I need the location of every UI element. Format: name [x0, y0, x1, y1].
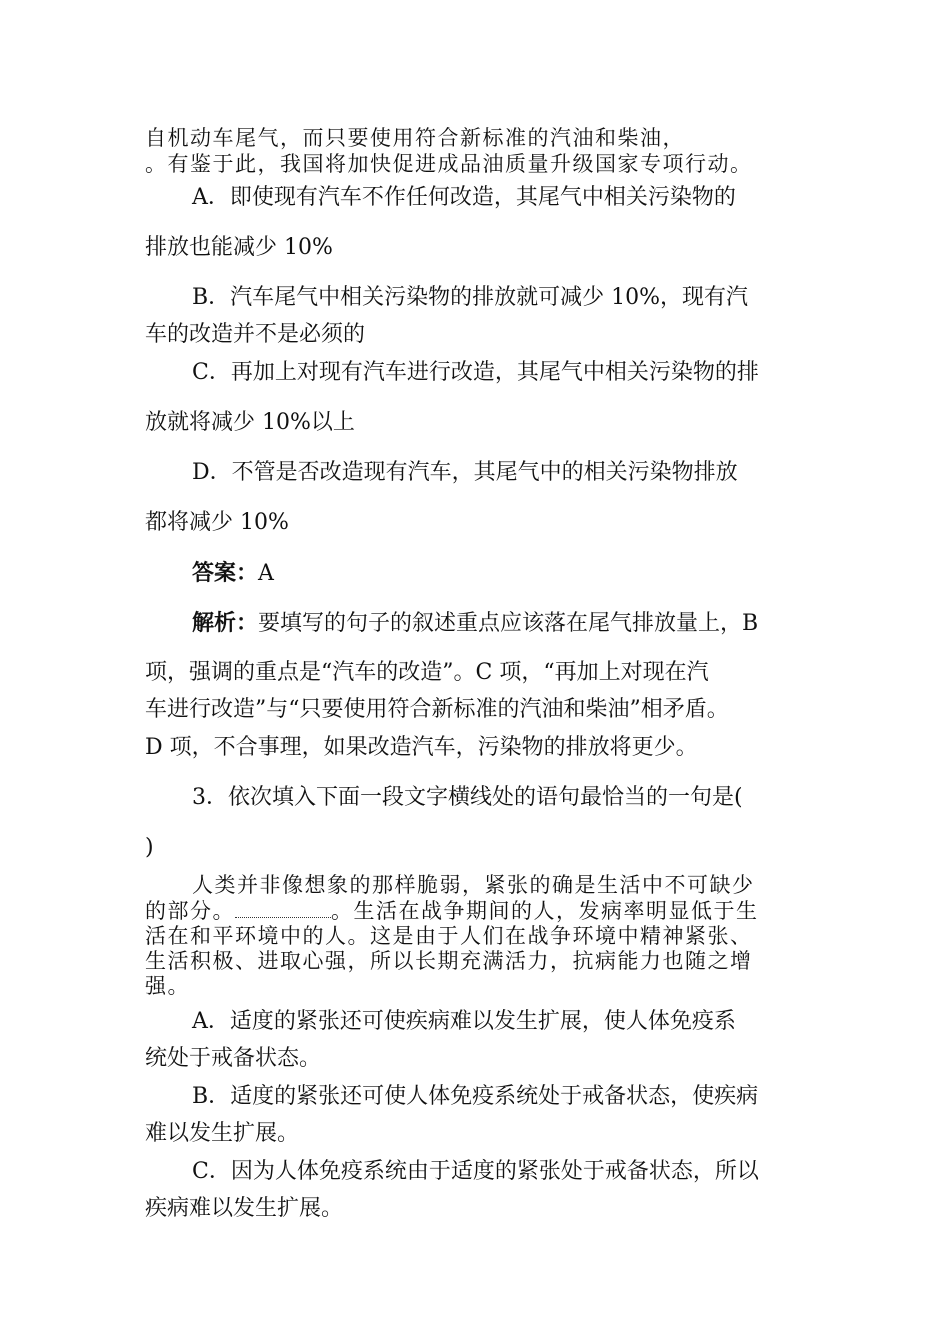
passage-line-2: 。有鉴于此，我国将加快促进成品油质量升级国家专项行动。	[145, 152, 753, 176]
option-d-line-2: 都将减少 10%	[145, 510, 289, 535]
analysis-line-2: 项，强调的重点是“汽车的改造”。C 项，“再加上对现在汽	[145, 660, 709, 685]
fill-in-blank	[235, 899, 331, 918]
q3-option-c-line-2: 疾病难以发生扩展。	[145, 1196, 344, 1221]
option-b-line-1: B．汽车尾气中相关污染物的排放就可减少 10%，现有汽	[192, 285, 749, 310]
q3-option-b-line-1: B．适度的紧张还可使人体免疫系统处于戒备状态，使疾病	[192, 1084, 759, 1109]
q3-option-a-line-1: A．适度的紧张还可使疾病难以发生扩展，使人体免疫系	[192, 1009, 736, 1034]
option-a-line-2: 排放也能减少 10%	[145, 235, 333, 260]
question-3-passage-line-4: 生活积极、进取心强，所以长期充满活力，抗病能力也随之增	[145, 949, 753, 973]
question-3-stem-line-1: 3．依次填入下面一段文字横线处的语句最恰当的一句是(	[192, 785, 743, 810]
passage-text-after-blank: 。生活在战争期间的人，发病率明显低于生	[331, 899, 759, 923]
question-3-passage-line-5: 强。	[145, 974, 190, 998]
analysis-line-3: 车进行改造”与“只要使用符合新标准的汽油和柴油”相矛盾。	[145, 697, 729, 722]
analysis-line-4: D 项，不合事理，如果改造汽车，污染物的排放将更少。	[145, 735, 698, 760]
question-3-passage-line-3: 活在和平环境中的人。这是由于人们在战争环境中精神紧张、	[145, 924, 753, 948]
q3-option-c-line-1: C．因为人体免疫系统由于适度的紧张处于戒备状态，所以	[192, 1159, 759, 1184]
analysis-text-1: 要填写的句子的叙述重点应该落在尾气排放量上，B	[258, 611, 759, 636]
analysis-line-1	[192, 609, 758, 638]
passage-line-1: 自机动车尾气，而只要使用符合新标准的汽油和柴油，	[145, 126, 685, 150]
answer-label: 答案：	[192, 560, 259, 586]
answer-value: A	[258, 561, 274, 586]
analysis-label: 解析：	[192, 610, 259, 636]
option-c-line-2: 放就将减少 10%以上	[145, 410, 355, 435]
passage-text-before-blank: 的部分。	[145, 899, 235, 923]
question-3-stem-line-2: )	[145, 835, 154, 860]
question-3-passage-line-2	[145, 897, 759, 925]
option-c-line-1: C．再加上对现有汽车进行改造，其尾气中相关污染物的排	[192, 360, 759, 385]
q3-option-b-line-2: 难以发生扩展。	[145, 1121, 300, 1146]
question-3-passage-line-1: 人类并非像想象的那样脆弱，紧张的确是生活中不可缺少	[192, 873, 755, 897]
q3-option-a-line-2: 统处于戒备状态。	[145, 1046, 322, 1071]
answer-line	[192, 559, 274, 588]
option-d-line-1: D．不管是否改造现有汽车，其尾气中的相关污染物排放	[192, 460, 738, 485]
option-b-line-2: 车的改造并不是必须的	[145, 322, 366, 347]
option-a-line-1: A．即使现有汽车不作任何改造，其尾气中相关污染物的	[192, 185, 736, 210]
